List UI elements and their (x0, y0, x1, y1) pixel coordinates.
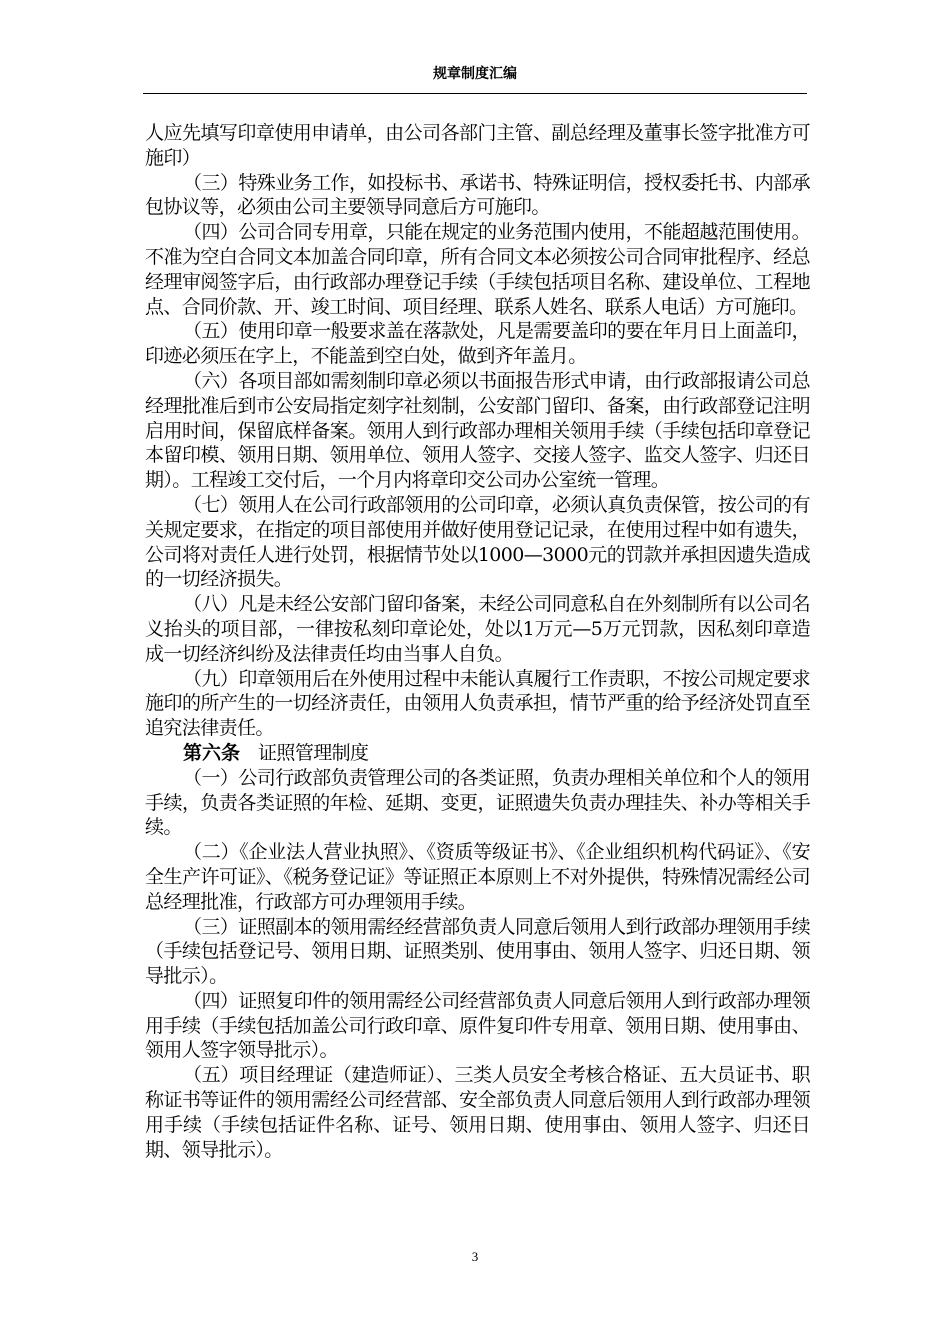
paragraph-item-5: （五）使用印章一般要求盖在落款处，凡是需要盖印的要在年月日上面盖印，印迹必须压在字上，不能盖到空白处，做到齐年盖月。 (145, 320, 810, 368)
paragraph-item-3: （三）特殊业务工作，如投标书、承诺书、特殊证明信，授权委托书、内部承包协议等，必须由公司主要领导同意后方可施印。 (145, 171, 810, 219)
header-divider (143, 93, 807, 94)
section-number: 第六条 (183, 741, 241, 764)
paragraph-item-6: （六）各项目部如需刻制印章必须以书面报告形式申请，由行政部报请公司总经理批准后到市公安局指定刻字社刻制，公安部门留印、备案，由行政部登记注明启用时间，保留底样备案。领用人到行政部办理相关领用手续（手续包括印章登记本留印模、领用日期、领用单位、领用人签字、交接人签字、监交人签字、归还日期）。工程竣工交付后，一个月内将章印交公司办公室统一管理。 (145, 369, 810, 492)
license-paragraph-1: （一）公司行政部负责管理公司的各类证照，负责办理相关单位和个人的领用手续，负责各类证照的年检、延期、变更，证照遗失负责办理挂失、补办等相关手续。 (145, 766, 810, 839)
paragraph-continuation: 人应先填写印章使用申请单，由公司各部门主管、副总经理及董事长签字批准方可施印） (145, 122, 810, 169)
paragraph-item-7: （七）领用人在公司行政部领用的公司印章，必须认真负责保管，按公司的有关规定要求，在指定的项目部使用并做好使用登记记录，在使用过程中如有遗失，公司将对责任人进行处罚，根据情节处以1000—3000元的罚款并承担因遗失造成的一切经济损失。 (145, 493, 810, 591)
document-body (145, 121, 810, 1162)
license-paragraph-3: （三）证照副本的领用需经经营部负责人同意后领用人到行政部办理领用手续（手续包括登记号、领用日期、证照类别、使用事由、领用人签字、归还日期、领导批示）。 (145, 915, 810, 988)
page-number: 3 (471, 1249, 479, 1264)
license-paragraph-2: （二）《企业法人营业执照》、《资质等级证书》、《企业组织机构代码证》、《安全生产许可证》、《税务登记证》等证照正本原则上不对外提供，特殊情况需经公司总经理批准，行政部方可办理领用手续。 (145, 841, 810, 913)
license-paragraph-4: （四）证照复印件的领用需经公司经营部负责人同意后领用人到行政部办理领用手续（手续包括加盖公司行政印章、原件复印件专用章、领用日期、使用事由、领用人签字领导批示）。 (145, 989, 810, 1062)
paragraph-item-8: （八）凡是未经公安部门留印备案，未经公司同意私自在外刻制所有以公司名义抬头的项目部，一律按私刻印章论处，处以1万元—5万元罚款，因私刻印章造成一切经济纠纷及法律责任均由当事人自负。 (145, 593, 810, 665)
license-paragraph-5: （五）项目经理证（建造师证）、三类人员安全考核合格证、五大员证书、职称证书等证件的领用需经公司经营部、安全部负责人同意后领用人到行政部办理领用手续（手续包括证件名称、证号、领用日期、使用事由、领用人签字、归还日期、领导批示）。 (145, 1064, 810, 1161)
paragraph-item-4: （四）公司合同专用章，只能在规定的业务范围内使用，不能超越范围使用。不准为空白合同文本加盖合同印章，所有合同文本必须按公司合同审批程序、经总经理审阅签字后，由行政部办理登记手续（手续包括项目名称、建设单位、工程地点、合同价款、开、竣工时间、项目经理、联系人姓名、联系人电话）方可施印。 (145, 221, 810, 318)
section-title: 证照管理制度 (258, 741, 369, 764)
section-heading (145, 741, 810, 766)
page-header-title: 规章制度汇编 (433, 66, 517, 82)
paragraph-item-9: （九）印章领用后在外使用过程中未能认真履行工作责职，不按公司规定要求施印的所产生的一切经济责任，由领用人负责承担，情节严重的给予经济处罚直至追究法律责任。 (145, 667, 810, 740)
